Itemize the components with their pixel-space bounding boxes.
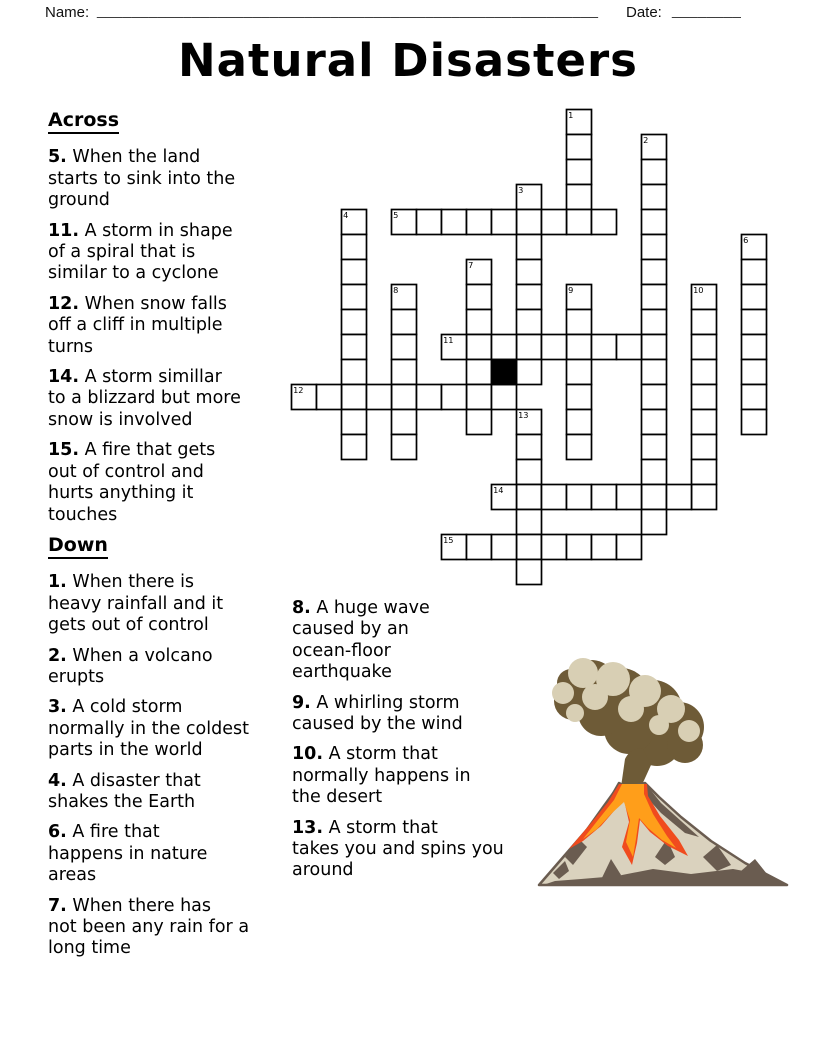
grid-cell[interactable] [392,435,417,460]
clue-1: 1. When there is heavy rainfall and it gets out of control [48,572,224,636]
date-blank-line[interactable]: ________ [672,2,742,19]
clue-number: 13. [292,817,324,838]
grid-cell-number: 9 [568,285,574,296]
grid-cell[interactable] [692,360,717,385]
grid-cell[interactable] [642,510,667,535]
grid-cell-number: 15 [443,535,454,546]
clue-11: 11. A storm in shape of a spiral that is similar to a cyclone [48,220,233,284]
grid-cell[interactable] [442,385,467,410]
grid-cell[interactable] [642,485,667,510]
grid-cell[interactable] [642,435,667,460]
grid-cell[interactable] [492,385,517,410]
grid-cell[interactable] [342,335,367,360]
volcano-illustration [535,643,795,893]
clue-number: 14. [48,367,80,388]
clue-number: 12. [48,293,80,314]
clue-number: 15. [48,440,80,461]
grid-cell[interactable] [642,210,667,235]
grid-cell[interactable] [642,410,667,435]
across-heading: Across [48,110,119,134]
grid-cell[interactable] [567,310,592,335]
grid-cell[interactable] [517,435,542,460]
grid-cell[interactable] [342,435,367,460]
grid-cell[interactable] [692,460,717,485]
grid-cell[interactable] [617,485,642,510]
grid-cell[interactable] [342,410,367,435]
grid-cell[interactable] [317,385,342,410]
grid-cell[interactable] [467,310,492,335]
clue-5: 5. When the land starts to sink into the ground [48,147,236,211]
grid-cell[interactable] [642,260,667,285]
down-clue-list-part1 [48,572,293,960]
grid-cell[interactable] [342,260,367,285]
date-label: Date: [626,4,662,21]
grid-cell-number: 13 [518,410,529,421]
grid-cell-number: 7 [468,260,474,271]
grid-cell[interactable] [517,485,542,510]
grid-cell[interactable] [742,360,767,385]
clue-number: 2. [48,645,67,666]
grid-cell[interactable] [467,210,492,235]
grid-cell[interactable] [592,210,617,235]
clue-7: 7. When there has not been any rain for a long time [48,895,250,959]
grid-cell[interactable] [342,285,367,310]
grid-cell[interactable] [367,385,392,410]
grid-cell[interactable] [467,535,492,560]
clue-number: 11. [48,220,80,241]
grid-cell[interactable] [642,335,667,360]
grid-cell-number: 6 [743,235,749,246]
grid-cell[interactable] [567,435,592,460]
grid-cell[interactable] [667,485,692,510]
clue-12: 12. When snow falls off a cliff in multiple turns [48,293,227,357]
grid-cell[interactable] [392,310,417,335]
grid-cell[interactable] [642,385,667,410]
grid-cell[interactable] [567,385,592,410]
grid-cell[interactable] [642,160,667,185]
across-clue-list [48,147,293,526]
grid-cell[interactable] [567,210,592,235]
clue-number: 4. [48,770,67,791]
clue-number: 6. [48,822,67,843]
clue-10: 10. A storm that normally happens in the desert [292,744,471,808]
grid-cell-number: 2 [643,135,649,146]
grid-cell-number: 3 [518,185,524,196]
grid-cell-number: 14 [493,485,504,496]
grid-cell-number: 11 [443,335,454,346]
clue-4: 4. A disaster that shakes the Earth [48,770,201,812]
clue-15: 15. A fire that gets out of control and hurts anything it touches [48,440,216,525]
grid-cell[interactable] [517,510,542,535]
grid-cell[interactable] [467,360,492,385]
grid-cell[interactable] [567,335,592,360]
grid-cell[interactable] [392,385,417,410]
clue-8: 8. A huge wave caused by an ocean-floor earthquake [292,598,430,683]
grid-cell[interactable] [492,210,517,235]
grid-cell[interactable] [567,185,592,210]
clue-column-right [292,598,542,891]
grid-cell[interactable] [742,385,767,410]
grid-cell[interactable] [617,535,642,560]
grid-cell[interactable] [467,335,492,360]
grid-cell[interactable] [542,210,567,235]
grid-cell[interactable] [517,310,542,335]
crossword-grid[interactable] [290,108,768,586]
grid-cell[interactable] [642,235,667,260]
grid-cell[interactable] [517,560,542,585]
grid-cell[interactable] [692,385,717,410]
grid-cell-number: 8 [393,285,399,296]
grid-cell[interactable] [442,210,467,235]
clue-number: 1. [48,572,67,593]
grid-cell[interactable] [742,260,767,285]
grid-cell[interactable] [642,360,667,385]
grid-cell[interactable] [517,535,542,560]
clue-number: 3. [48,697,67,718]
grid-cell[interactable] [542,335,567,360]
clue-column-left [48,110,293,969]
clue-3: 3. A cold storm normally in the coldest parts in the world [48,697,249,761]
grid-cell-number: 5 [393,210,399,221]
grid-cell-number: 12 [293,385,304,396]
page-title: Natural Disasters [178,34,638,87]
grid-cell[interactable] [517,235,542,260]
grid-cell[interactable] [692,310,717,335]
grid-cell[interactable] [342,385,367,410]
clue-14: 14. A storm simillar to a blizzard but more snow is involved [48,367,241,430]
grid-cell[interactable] [467,410,492,435]
clue-6: 6. A fire that happens in nature areas [48,822,208,886]
grid-cell[interactable] [342,310,367,335]
grid-cell[interactable] [692,410,717,435]
down-heading: Down [48,535,108,559]
grid-cell[interactable] [742,410,767,435]
grid-cell[interactable] [567,410,592,435]
grid-cell[interactable] [742,310,767,335]
clue-2: 2. When a volcano erupts [48,645,213,687]
grid-cell[interactable] [342,235,367,260]
grid-cell[interactable] [492,535,517,560]
grid-cell[interactable] [517,210,542,235]
grid-cell[interactable] [517,260,542,285]
grid-cell[interactable] [592,335,617,360]
grid-cell-number: 10 [693,285,704,296]
grid-cell-number: 1 [568,110,574,121]
grid-cell[interactable] [567,485,592,510]
grid-cell[interactable] [492,335,517,360]
clue-number: 8. [292,598,311,618]
grid-cell[interactable] [692,335,717,360]
grid-cell[interactable] [467,285,492,310]
grid-cell[interactable] [692,485,717,510]
grid-cell[interactable] [592,485,617,510]
clue-number: 10. [292,744,324,765]
grid-cell[interactable] [342,360,367,385]
grid-cell[interactable] [392,335,417,360]
grid-cell[interactable] [742,335,767,360]
grid-black-cell [492,360,517,385]
grid-cell[interactable] [567,135,592,160]
grid-cell[interactable] [642,185,667,210]
grid-cell[interactable] [542,535,567,560]
grid-cell[interactable] [567,535,592,560]
grid-cell[interactable] [642,285,667,310]
grid-cell[interactable] [642,310,667,335]
grid-cell[interactable] [517,360,542,385]
grid-cell-number: 4 [343,210,349,221]
grid-cell[interactable] [417,210,442,235]
clue-13: 13. A storm that takes you and spins you around [292,817,504,881]
grid-cell[interactable] [542,485,567,510]
clue-9: 9. A whirling storm caused by the wind [292,692,463,735]
grid-cell[interactable] [392,410,417,435]
grid-cell[interactable] [642,460,667,485]
grid-cell[interactable] [567,160,592,185]
grid-cell[interactable] [467,385,492,410]
grid-cell[interactable] [517,285,542,310]
grid-cell[interactable] [392,360,417,385]
grid-cell[interactable] [617,335,642,360]
down-clue-list-part2 [292,598,542,882]
grid-cell[interactable] [567,360,592,385]
grid-cell[interactable] [417,385,442,410]
clue-number: 7. [48,895,67,916]
grid-cell[interactable] [692,435,717,460]
clue-number: 9. [292,692,311,713]
grid-cell[interactable] [517,335,542,360]
grid-cell[interactable] [742,285,767,310]
name-label: Name: [45,4,90,21]
clue-number: 5. [48,147,67,168]
name-blank-line[interactable]: __________________________________________________________ [97,2,599,19]
grid-cell[interactable] [592,535,617,560]
grid-cell[interactable] [517,460,542,485]
